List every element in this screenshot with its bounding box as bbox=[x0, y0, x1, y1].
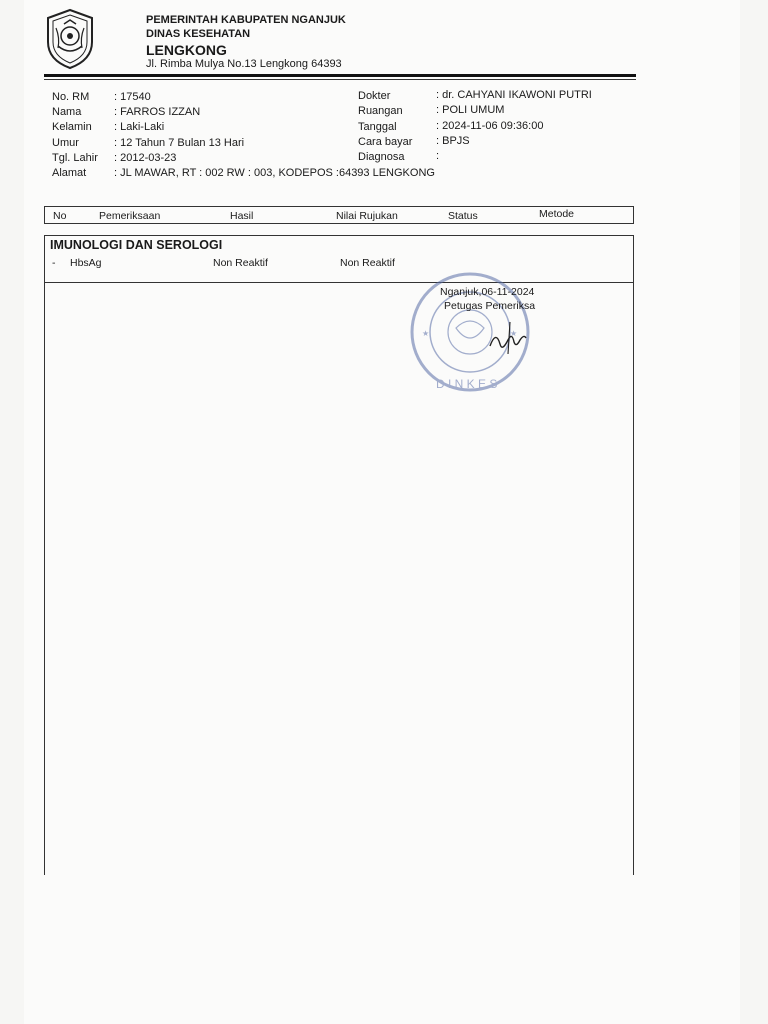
header-department: DINAS KESEHATAN bbox=[146, 28, 251, 40]
value-umur: : 12 Tahun 7 Bulan 13 Hari bbox=[114, 137, 245, 149]
results-section-divider bbox=[44, 282, 634, 283]
header-address: Jl. Rimba Mulya No.13 Lengkong 64393 bbox=[146, 58, 342, 70]
section-title: IMUNOLOGI DAN SEROLOGI bbox=[50, 238, 223, 252]
col-hasil: Hasil bbox=[230, 210, 254, 222]
svg-text:★: ★ bbox=[422, 329, 430, 338]
row-no: - bbox=[52, 257, 56, 269]
header-facility: LENGKONG bbox=[146, 42, 227, 58]
label-dokter: Dokter bbox=[358, 90, 391, 102]
svg-text:★: ★ bbox=[510, 329, 518, 338]
handwritten-signature-icon bbox=[486, 318, 530, 358]
col-status: Status bbox=[448, 210, 478, 222]
results-column-header bbox=[44, 206, 634, 224]
value-dokter: : dr. CAHYANI IKAWONI PUTRI bbox=[436, 89, 592, 101]
value-tanggal: : 2024-11-06 09:36:00 bbox=[436, 120, 544, 132]
label-umur: Umur bbox=[52, 137, 79, 149]
signature-place-date: Nganjuk,06-11-2024 bbox=[440, 286, 535, 298]
label-kelamin: Kelamin bbox=[52, 121, 92, 133]
value-no-rm: : 17540 bbox=[114, 91, 151, 103]
label-tgl-lahir: Tgl. Lahir bbox=[52, 152, 98, 164]
regency-crest-icon bbox=[44, 8, 96, 70]
value-ruangan: : POLI UMUM bbox=[436, 104, 505, 116]
row-reference: Non Reaktif bbox=[340, 257, 395, 269]
value-nama: : FARROS IZZAN bbox=[114, 106, 201, 118]
label-nama: Nama bbox=[52, 106, 82, 118]
value-tgl-lahir: : 2012-03-23 bbox=[114, 152, 177, 164]
label-no-rm: No. RM bbox=[52, 91, 90, 103]
value-diagnosa: : bbox=[436, 150, 440, 162]
col-pemeriksaan: Pemeriksaan bbox=[99, 210, 161, 222]
value-cara-bayar: : BPJS bbox=[436, 135, 470, 147]
stamp-bottom-text: D I N K E S bbox=[436, 377, 498, 391]
col-nilai-rujukan: Nilai Rujukan bbox=[336, 210, 398, 222]
row-result: Non Reaktif bbox=[213, 257, 268, 269]
col-metode: Metode bbox=[539, 208, 575, 220]
label-alamat: Alamat bbox=[52, 167, 87, 179]
value-kelamin: : Laki-Laki bbox=[114, 121, 165, 133]
header-government: PEMERINTAH KABUPATEN NGANJUK bbox=[146, 14, 346, 26]
header-divider-thin bbox=[44, 79, 636, 80]
results-body bbox=[44, 235, 634, 875]
label-tanggal: Tanggal bbox=[358, 121, 397, 133]
label-cara-bayar: Cara bayar bbox=[358, 136, 413, 148]
col-no: No bbox=[53, 210, 67, 222]
label-diagnosa: Diagnosa bbox=[358, 151, 405, 163]
header-divider bbox=[44, 74, 636, 77]
row-exam: HbsAg bbox=[70, 257, 102, 269]
label-ruangan: Ruangan bbox=[358, 105, 403, 117]
value-alamat: : JL MAWAR, RT : 002 RW : 003, KODEPOS :64393 LENGKONG bbox=[114, 167, 435, 179]
signature-role: Petugas Pemeriksa bbox=[444, 300, 536, 312]
